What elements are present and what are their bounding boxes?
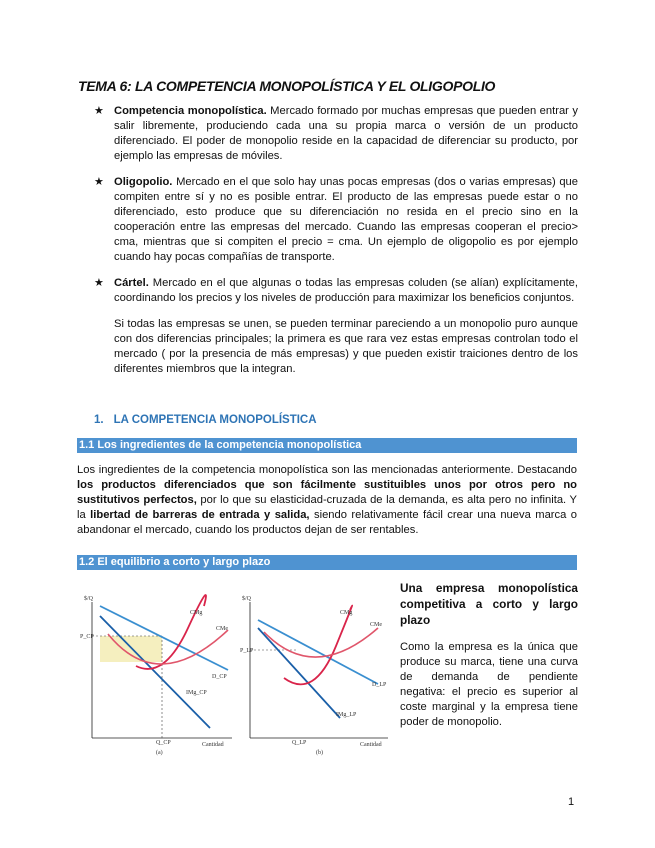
right-img-label: IMg_LP: [336, 712, 357, 718]
section-heading: [94, 414, 317, 426]
right-caption: (b): [316, 750, 323, 756]
right-demand-curve: [258, 620, 378, 684]
left-ylabel: $/Q: [84, 596, 93, 602]
left-img-label: IMg_CP: [186, 690, 207, 696]
bullet-competencia: [94, 104, 578, 164]
right-quantity-label: Q_LP: [292, 740, 307, 746]
page-title: TEMA 6: LA COMPETENCIA MONOPOLÍSTICA Y EL OLIGOPOLIO: [78, 78, 496, 94]
bullet-term: Oligopolio.: [114, 176, 173, 188]
equilibrium-figure: [78, 588, 394, 760]
left-xlabel: Cantidad: [202, 742, 224, 748]
right-xlabel: Cantidad: [360, 742, 382, 748]
bullet-term: Competencia monopolística.: [114, 105, 267, 117]
left-cmg-label: CMg: [190, 610, 203, 616]
left-price-label: P_CP: [80, 634, 94, 640]
left-cme-label: CMe: [216, 626, 228, 632]
bullet-term: Cártel.: [114, 277, 149, 289]
right-price-label: P_LP: [240, 648, 254, 654]
bullet-text: Mercado formado por muchas empresas que pueden entrar y salir libremente, produciendo cada una su propia marca o versión de un producto diferenciado. El poder de monopolio reside en la capacidad de diferenciar su producto, por ejemplo las empresas de móviles.: [114, 105, 578, 162]
right-cmg-label: CMg: [340, 610, 353, 616]
ingredients-paragraph: [77, 463, 577, 538]
figure-description: Como la empresa es la única que produce su marca, tiene una curva de demanda de pendiente negativa: el precio es superior al coste marginal y la empresa tiene poder de monopolio.: [400, 641, 578, 728]
left-caption: (a): [156, 750, 163, 756]
section-number: 1.: [94, 414, 104, 426]
right-ylabel: $/Q: [242, 596, 251, 602]
para-text: siendo relativamente fácil crear una nueva marca o abandonar el mercado, cuando los productos dejan de ser rentables.: [77, 509, 577, 536]
bullet-text: Mercado en el que algunas o todas las empresas coluden (se alían) explícitamente, coordinando los precios y los niveles de producción para maximizar los beneficios conjuntos.: [114, 277, 578, 304]
para-bold: los productos diferenciados que son fácilmente sustituibles unos por otros pero no sustitutivos perfectos,: [77, 479, 577, 506]
star-icon: ★: [94, 105, 105, 117]
para-text: por lo que su elasticidad-cruzada de la demanda, es alta pero no infinita. Y la: [77, 494, 578, 521]
left-quantity-label: Q_CP: [156, 740, 171, 746]
cartel-note: Si todas las empresas se unen, se pueden terminar pareciendo a un monopolio puro aunque con dos diferencias principales; la primera es que rara vez estas empresas controlan todo el mercado ( por la presencia de más empresas) y que pueden existir traiciones dentro de los diferentes miembros que la integran.: [114, 318, 578, 375]
page-number: 1: [568, 796, 575, 808]
bullet-cartel: [94, 276, 578, 306]
bullet-oligopolio: [94, 175, 578, 265]
subsection-bar-1: 1.1 Los ingredientes de la competencia monopolística: [77, 438, 577, 453]
right-cmg-curve: [284, 606, 352, 685]
profit-area: [100, 636, 162, 662]
equilibrium-graphs: [78, 588, 394, 760]
right-d-label: D_LP: [372, 682, 387, 688]
definitions-list: [94, 104, 578, 377]
right-cme-label: CMe: [370, 622, 382, 628]
subsection-bar-2: 1.2 El equilibrio a corto y largo plazo: [77, 555, 577, 570]
bullet-text: Mercado en el que solo hay unas pocas empresas (dos o varias empresas) que compiten entre sí y no es posible entrar. El producto de las empresas puede estar o no diferenciado, esto produce que su diferenciación no resida en el precio sino en la cooperación entre las empresas del mercado. Cuando las empresas cooperan el precio> cma, mientras que si compiten el precio = cma. Un ejemplo de oligopolio es por ejemplo cuando hay pocas compañías de transporte.: [114, 176, 578, 263]
section-title: LA COMPETENCIA MONOPOLÍSTICA: [113, 414, 317, 426]
left-d-label: D_CP: [212, 674, 227, 680]
figure-heading: Una empresa monopolística competitiva a corto y largo plazo: [400, 581, 578, 627]
star-icon: ★: [94, 277, 105, 289]
para-bold: libertad de barreras de entrada y salida,: [90, 509, 310, 521]
star-icon: ★: [94, 176, 105, 188]
para-text: Los ingredientes de la competencia monopolística son las mencionadas anteriormente. Destacando: [77, 464, 577, 476]
